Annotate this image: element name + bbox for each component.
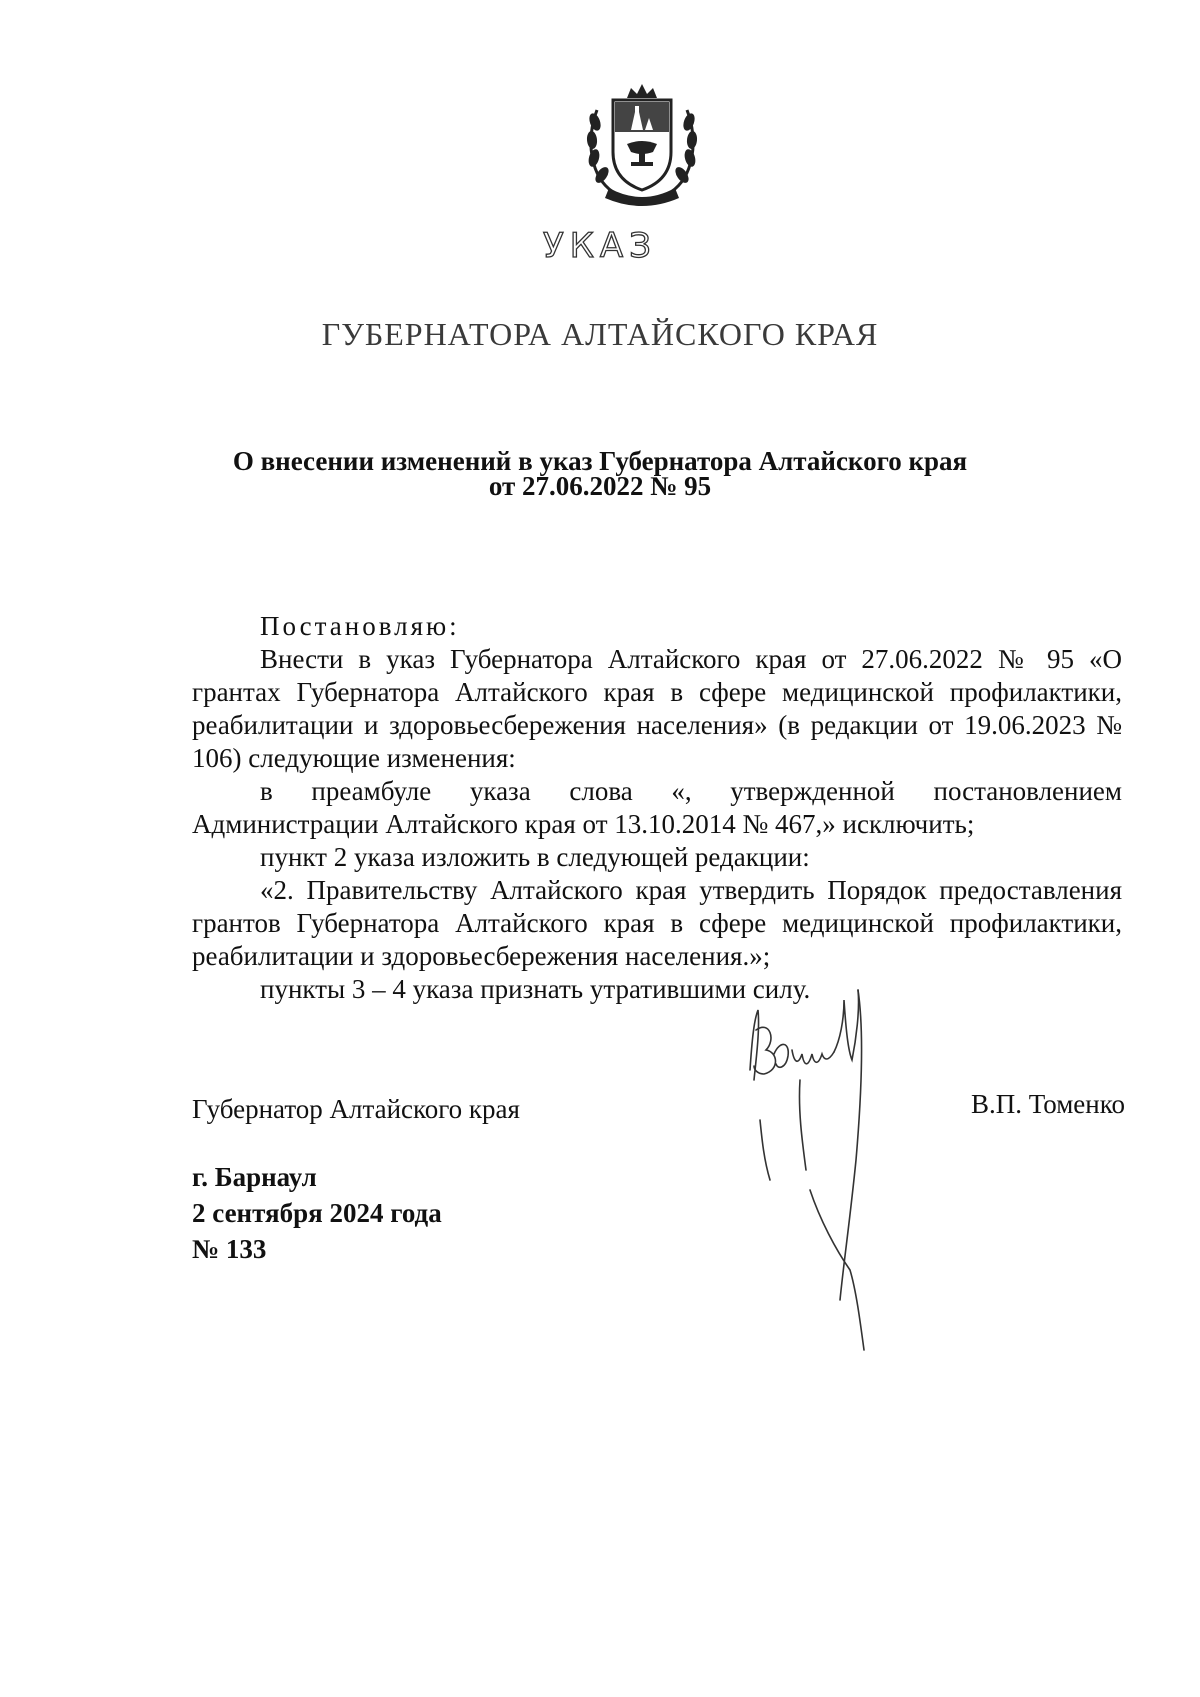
handwritten-signature-icon bbox=[740, 970, 880, 1360]
paragraph-5: пункты 3 – 4 указа признать утратившими силу. bbox=[260, 974, 811, 1004]
document-title bbox=[0, 446, 1200, 501]
issuer-heading: ГУБЕРНАТОРА АЛТАЙСКОГО КРАЯ bbox=[321, 316, 879, 352]
title-line-2: от 27.06.2022 № 95 bbox=[488, 471, 712, 501]
paragraph-3: пункт 2 указа изложить в следующей редакции: bbox=[260, 842, 810, 872]
decree-word: Постановляю: bbox=[260, 611, 460, 641]
date: 2 сентября 2024 года bbox=[192, 1198, 442, 1228]
paragraph-4: «2. Правительству Алтайского края утвердить Порядок предоставления грантов Губернатора Алтайского края в сфере медицинской профилактики, реабилитации и здоровьесбережения населения.»; bbox=[192, 875, 1122, 971]
document-meta bbox=[192, 1159, 442, 1267]
paragraph-1: Внести в указ Губернатора Алтайского края от 27.06.2022 № 95 «О грантах Губернатора Алтайского края в сфере медицинской профилактики, реабилитации и здоровьесбережения населения» (в редакции от 19.06.2023 № 106) следующие изменения: bbox=[192, 644, 1122, 773]
document-body bbox=[192, 610, 1122, 1006]
document-type-heading: УКАЗ bbox=[543, 226, 657, 266]
city: г. Барнаул bbox=[192, 1162, 317, 1192]
signatory-position: Губернатор Алтайского края bbox=[192, 1094, 520, 1124]
altai-krai-coat-of-arms-icon bbox=[583, 82, 701, 206]
signatory-name: В.П. Томенко bbox=[971, 1089, 1125, 1119]
title-line-1: О внесении изменений в указ Губернатора Алтайского края bbox=[232, 446, 968, 476]
paragraph-2: в преамбуле указа слова «, утвержденной постановлением Администрации Алтайского края от 13.10.2014 № 467,» исключить; bbox=[192, 776, 1122, 839]
document-number: № 133 bbox=[192, 1234, 267, 1264]
